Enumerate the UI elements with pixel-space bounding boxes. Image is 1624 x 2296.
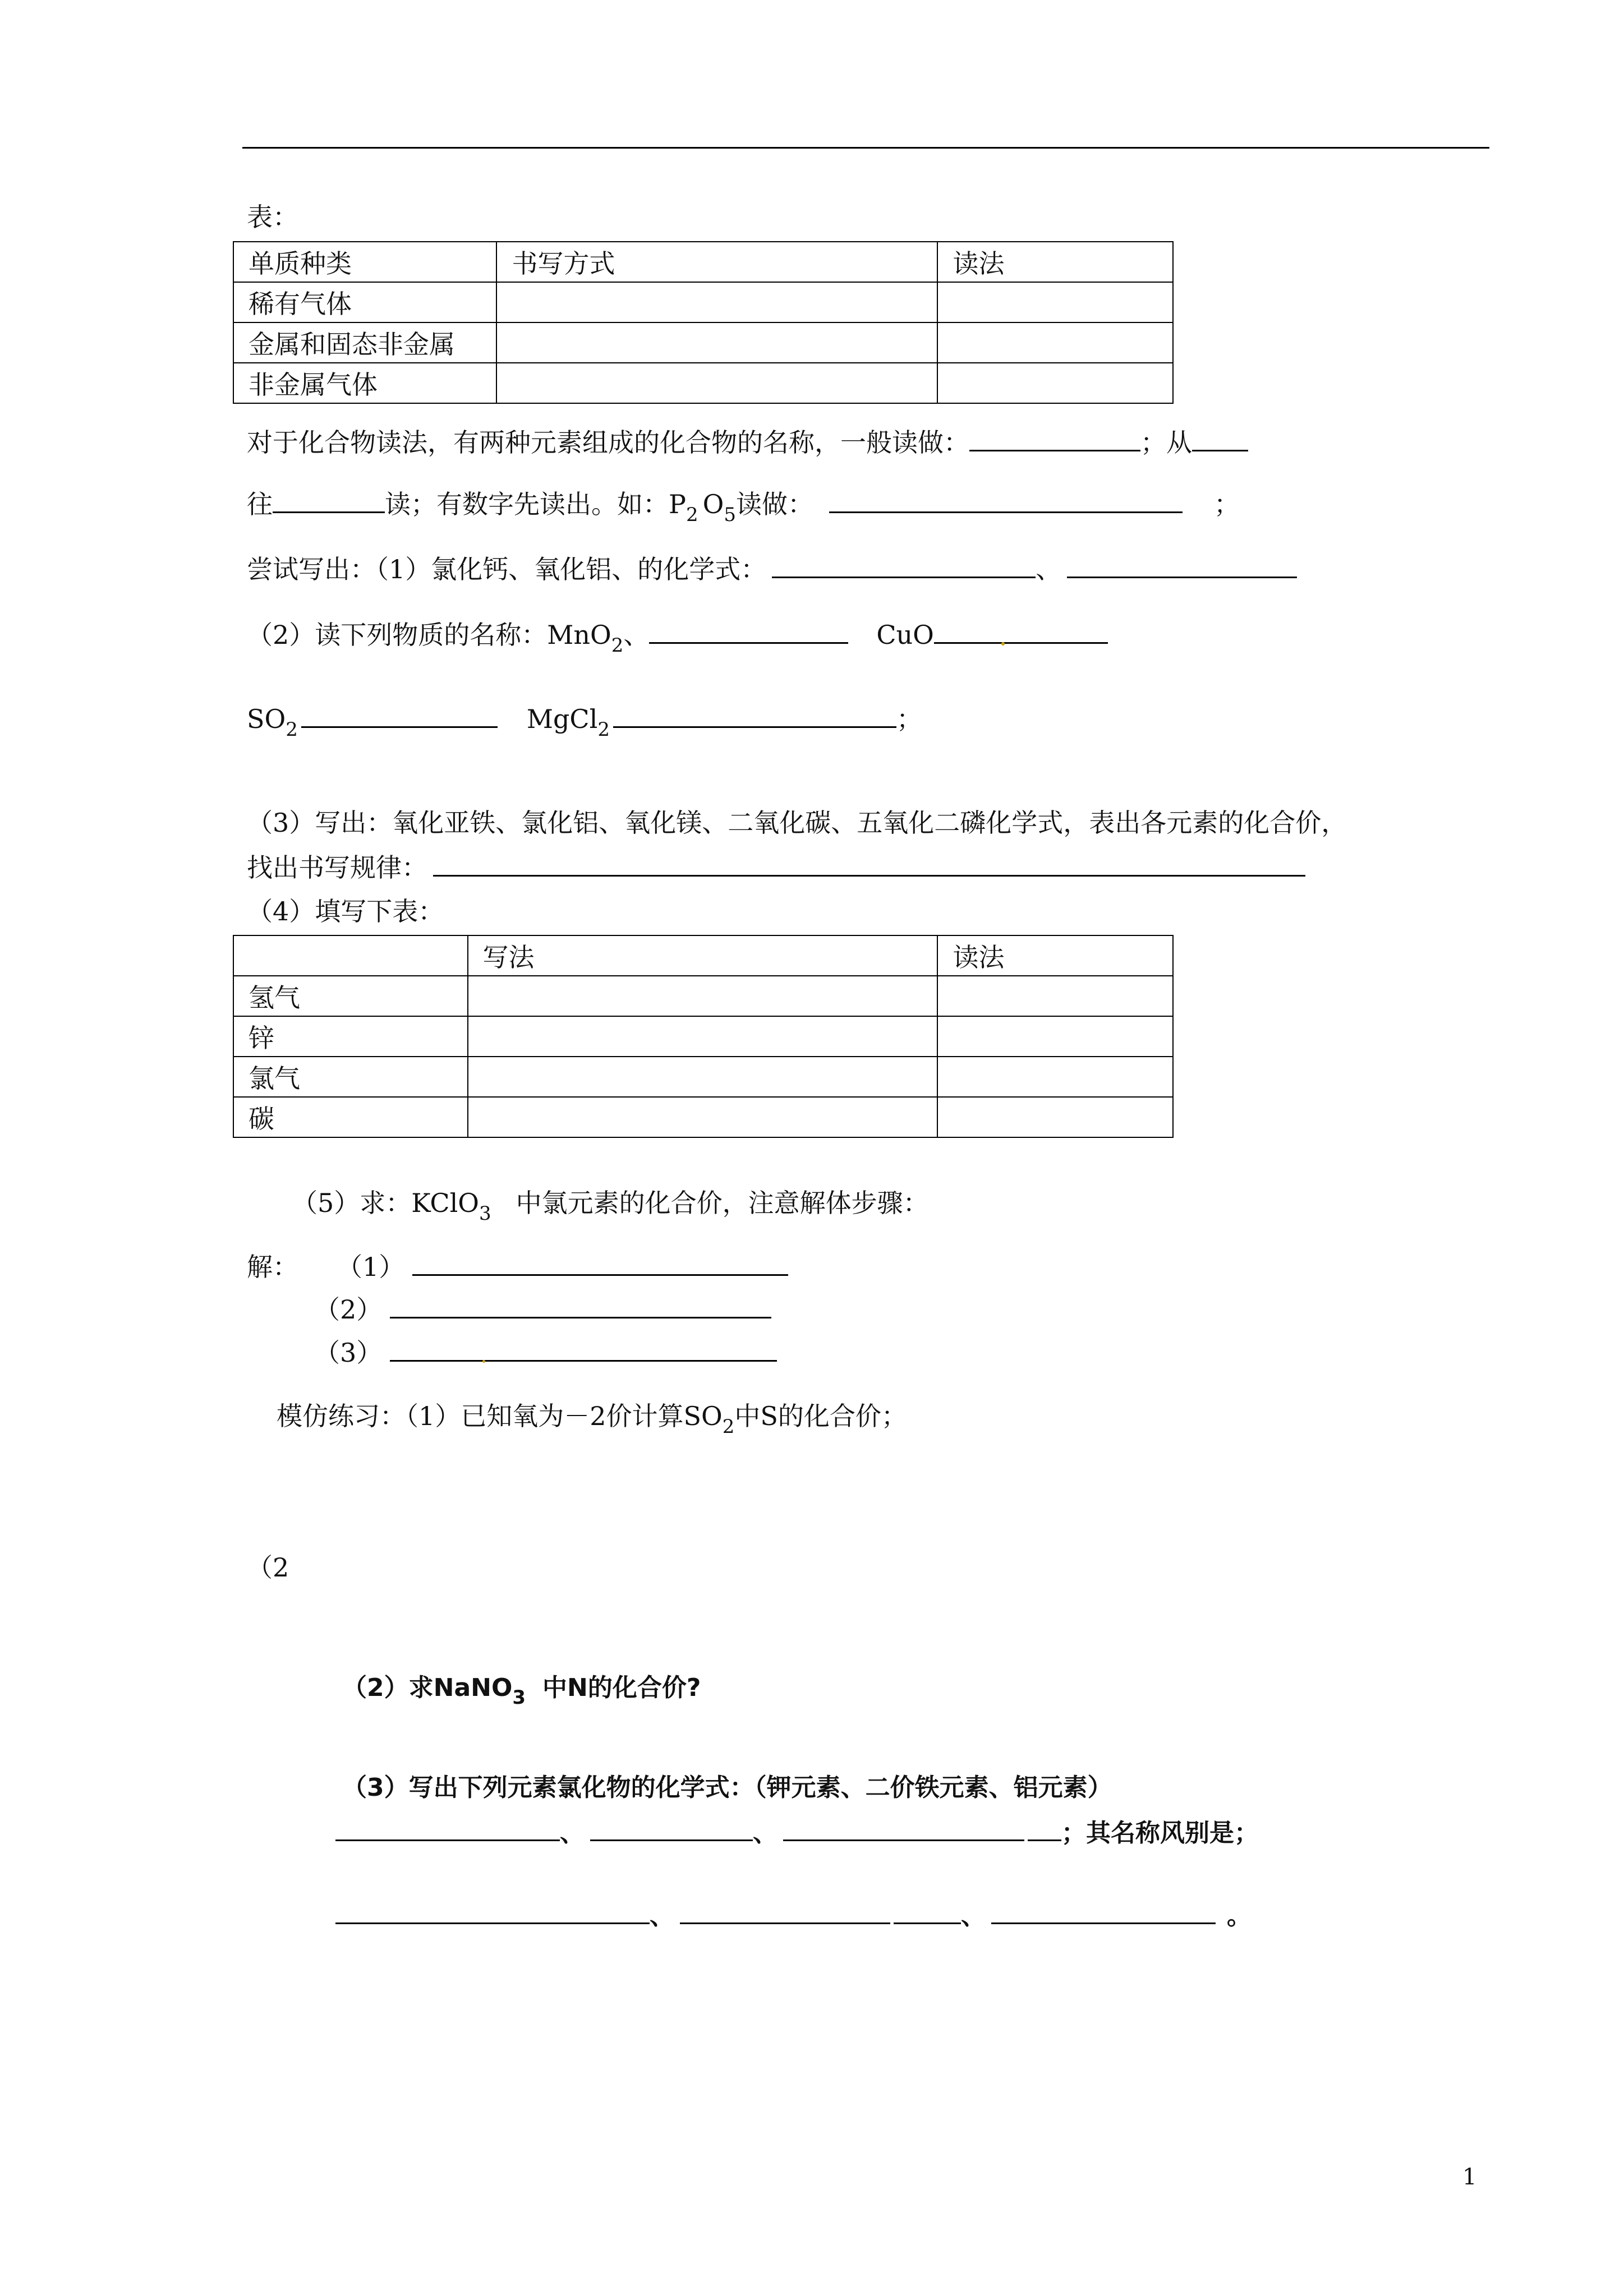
answer-blank[interactable] xyxy=(301,704,498,728)
q5-prompt xyxy=(292,1188,929,1225)
subscript: 2 xyxy=(597,718,610,741)
compound-reading-text: ； xyxy=(1213,489,1240,519)
answer-blank[interactable] xyxy=(783,1817,1024,1841)
try-write-q1 xyxy=(247,554,1297,585)
answer-blank[interactable] xyxy=(335,1817,560,1841)
question-text: （2）读下列物质的名称：MnO xyxy=(247,620,611,650)
question-text: 中N的化合价? xyxy=(542,1673,701,1702)
table-cell[interactable] xyxy=(937,322,1173,363)
compound-reading-line2 xyxy=(247,489,1240,526)
practice-2-fragment: （2 xyxy=(247,1552,289,1583)
formula-text: MgCl xyxy=(526,704,598,734)
answer-blank[interactable] xyxy=(680,1900,890,1924)
table-row xyxy=(233,1057,1173,1097)
step-label: （2） xyxy=(314,1294,383,1325)
table-cell: 单质种类 xyxy=(233,242,496,282)
answer-blank[interactable] xyxy=(613,704,896,728)
table-cell: 氯气 xyxy=(233,1057,468,1097)
table-cell xyxy=(233,935,468,976)
answer-blank[interactable] xyxy=(969,427,1140,451)
table-row xyxy=(233,242,1173,282)
subscript: 2 xyxy=(686,504,698,526)
practice-3-answer-line1 xyxy=(335,1817,1259,1848)
practice-3-answer-line2 xyxy=(335,1900,1252,1931)
separator: 、 xyxy=(623,620,650,650)
answer-blank[interactable] xyxy=(991,1900,1216,1924)
answer-blank[interactable] xyxy=(934,620,1108,644)
table-cell: 金属和固态非金属 xyxy=(233,322,496,363)
answer-blank[interactable] xyxy=(1028,1817,1061,1841)
compound-reading-text: 对于化合物读法，有两种元素组成的化合物的名称，一般读做： xyxy=(247,427,969,458)
formula-text: CuO xyxy=(876,620,934,650)
table-row xyxy=(233,282,1173,322)
table-cell[interactable] xyxy=(496,363,937,403)
answer-blank[interactable] xyxy=(412,1252,788,1276)
table-cell[interactable] xyxy=(468,1097,938,1137)
table-cell[interactable] xyxy=(468,976,938,1016)
practice-1 xyxy=(277,1401,907,1438)
table-row xyxy=(233,322,1173,363)
answer-blank[interactable] xyxy=(390,1294,771,1318)
question-text: 中氯元素的化合价，注意解体步骤： xyxy=(516,1188,929,1218)
answer-blank[interactable] xyxy=(335,1900,650,1924)
scan-speck xyxy=(482,1360,485,1363)
table-cell: 读法 xyxy=(937,935,1173,976)
answer-blank[interactable] xyxy=(649,620,848,644)
table-cell[interactable] xyxy=(937,1057,1173,1097)
question-text: 中S的化合价； xyxy=(734,1401,907,1431)
answer-blank[interactable] xyxy=(894,1900,961,1924)
step-label: （1） xyxy=(337,1252,405,1282)
answer-blank[interactable] xyxy=(829,489,1183,513)
table-cell[interactable] xyxy=(937,1097,1173,1137)
table-cell[interactable] xyxy=(937,282,1173,322)
answer-blank[interactable] xyxy=(772,554,1036,578)
subscript: 3 xyxy=(512,1686,526,1709)
table1 xyxy=(233,241,1174,404)
subscript: 2 xyxy=(722,1416,735,1438)
compound-reading-text: 读；有数字先读出。如：P xyxy=(385,489,686,519)
answer-blank[interactable] xyxy=(1067,554,1297,578)
question-text: ；其名称风别是； xyxy=(1061,1819,1259,1847)
subscript: 3 xyxy=(479,1202,491,1225)
question-text: 模仿练习：（1）已知氧为－2价计算SO xyxy=(277,1401,723,1431)
try-write-q3-line1: （3）写出：氧化亚铁、氯化铝、氧化镁、二氧化碳、五氧化二磷化学式，表出各元素的化合价， xyxy=(247,808,1347,838)
separator: 、 xyxy=(1036,554,1062,584)
table-cell[interactable] xyxy=(468,1057,938,1097)
page-number: 1 xyxy=(1462,2164,1477,2190)
separator: 、 xyxy=(961,1902,986,1930)
compound-reading-text: 读做： xyxy=(735,489,813,519)
table-cell[interactable] xyxy=(468,1016,938,1057)
practice-2 xyxy=(342,1673,701,1709)
table1-caption: 表： xyxy=(247,202,298,232)
table-cell[interactable] xyxy=(937,363,1173,403)
separator: 、 xyxy=(560,1819,585,1847)
solve-step-3 xyxy=(314,1338,777,1368)
try-write-q2-line2 xyxy=(247,704,922,741)
solve-label: 解： xyxy=(247,1252,298,1282)
separator: ； xyxy=(896,704,922,734)
question-text: 找出书写规律： xyxy=(247,852,427,883)
formula-text: O xyxy=(702,489,724,519)
table-cell: 非金属气体 xyxy=(233,363,496,403)
practice-3: （3）写出下列元素氯化物的化学式：（钾元素、二价铁元素、铝元素） xyxy=(342,1773,1112,1802)
subscript: 2 xyxy=(286,718,298,741)
compound-reading-text: 往 xyxy=(247,489,273,519)
table-cell: 锌 xyxy=(233,1016,468,1057)
table-row xyxy=(233,935,1173,976)
table-row xyxy=(233,363,1173,403)
table-row xyxy=(233,1016,1173,1057)
table-cell: 稀有气体 xyxy=(233,282,496,322)
table-cell: 书写方式 xyxy=(496,242,937,282)
compound-reading-text: ；从 xyxy=(1140,427,1192,458)
question-text: 尝试写出：（1）氯化钙、氧化铝、的化学式： xyxy=(247,554,767,584)
answer-blank[interactable] xyxy=(390,1338,777,1362)
table-cell: 氢气 xyxy=(233,976,468,1016)
table-cell[interactable] xyxy=(496,322,937,363)
separator: 、 xyxy=(753,1819,778,1847)
answer-blank[interactable] xyxy=(590,1817,753,1841)
formula-text: SO xyxy=(247,704,286,734)
table-cell: 读法 xyxy=(937,242,1173,282)
table-cell[interactable] xyxy=(937,976,1173,1016)
answer-blank[interactable] xyxy=(1192,427,1248,451)
header-rule xyxy=(242,147,1489,149)
try-write-q4: （4）填写下表： xyxy=(247,896,444,926)
table-row xyxy=(233,1097,1173,1137)
scan-speck xyxy=(1001,642,1005,646)
answer-blank[interactable] xyxy=(433,852,1305,877)
step-label: （3） xyxy=(314,1338,383,1368)
question-text: 。 xyxy=(1227,1902,1252,1930)
solve-step-2 xyxy=(314,1294,771,1325)
subscript: 2 xyxy=(611,634,624,657)
table2 xyxy=(233,935,1174,1138)
table-cell[interactable] xyxy=(937,1016,1173,1057)
solve-step-1 xyxy=(337,1252,788,1283)
table-cell: 写法 xyxy=(468,935,938,976)
table-cell[interactable] xyxy=(496,282,937,322)
separator: 、 xyxy=(650,1902,674,1930)
answer-blank[interactable] xyxy=(273,489,385,513)
subscript: 5 xyxy=(724,504,736,526)
table-row xyxy=(233,976,1173,1016)
question-text: （5）求：KClO xyxy=(292,1188,480,1218)
question-text: （2）求NaNO xyxy=(342,1673,513,1702)
compound-reading-line1 xyxy=(247,427,1248,458)
try-write-q3-line2 xyxy=(247,852,1305,883)
table-cell: 碳 xyxy=(233,1097,468,1137)
try-write-q2 xyxy=(247,620,1108,657)
